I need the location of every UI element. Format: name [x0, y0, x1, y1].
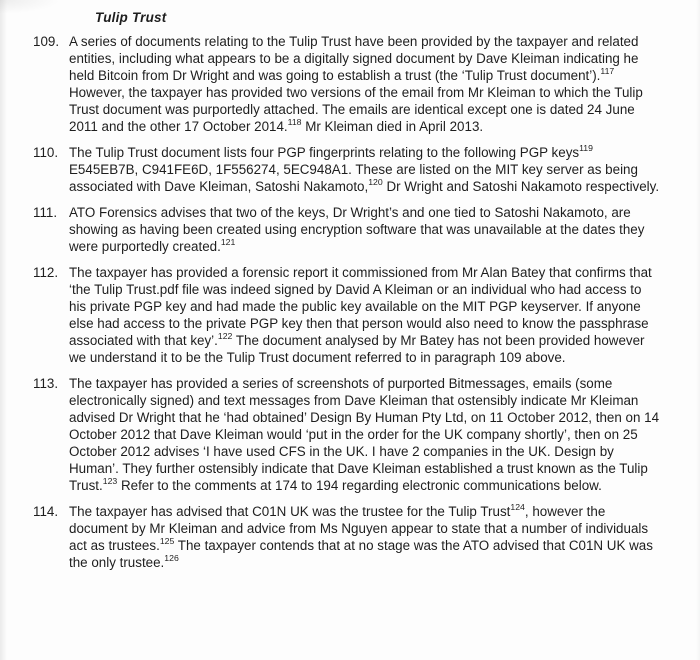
footnote-reference: 123 [102, 475, 118, 486]
paragraph-text: The taxpayer has provided a forensic report it commissioned from Mr Alan Batey that confirms that ‘the Tulip Trust.pdf file was indeed signed by David A Kleiman or an individual who had access to his private PGP key and had made the public key available on the MIT PGP keyserver. If anyone else had access to the private PGP key then that person would also need to know the passphrase associated with that key’.$^{122}$ The document analysed by Mr Batey has not been provided however we understand it to be the Tulip Trust document referred to in paragraph 109 above. [69, 265, 652, 365]
paragraph-text: The Tulip Trust document lists four PGP fingerprints relating to the following PGP keys$^{119}$ E545EB7B, C941FE6D, 1F556274, 5EC948A1. These are listed on the MIT key server as being associated with Dave Kleiman, Satoshi Nakamoto,$^{120}$ Dr Wright and Satoshi Nakamoto respectively. [69, 142, 660, 194]
paragraph-number: 112. [33, 265, 59, 280]
paragraph-number: 113. [33, 376, 59, 391]
footnote-reference: 126 [164, 552, 179, 563]
footnote-reference: 122 [217, 330, 233, 341]
footnote-reference: 119 [579, 142, 593, 153]
paragraph-text: The taxpayer has provided a series of screenshots of purported Bitmessages, emails (some electronically signed) and text messages from Dave Kleiman that ostensibly indicate Mr Kleiman advised Dr Wright that he ‘had obtained’ Design By Human Pty Ltd, on 11 October 2012, then on 14 October 2012 that Dave Kleiman would ‘put in the order for the UK company shortly’, then on 25 October 2012 advises ‘I have used CFS in the UK. I have 2 companies in the UK. Design by Human’. They further ostensibly indicate that Dave Kleiman established a trust known as the Tulip Trust.$^{123}$ Refer to the comments at 174 to 194 regarding electronic communications below. [69, 376, 660, 493]
footnote-reference: 121 [220, 236, 236, 247]
numbered-paragraph [33, 375, 700, 494]
paragraph-number: 109. [33, 34, 60, 49]
section-heading: Tulip Trust [95, 10, 167, 25]
numbered-paragraph [33, 204, 700, 255]
numbered-paragraph [33, 144, 700, 195]
paragraph-text: The taxpayer has advised that C01N UK was the trustee for the Tulip Trust$^{124}$, however the document by Mr Kleiman and advice from Ms Nguyen appear to state that a number of individuals act as trustees.$^{125}$ The taxpayer contends that at no stage was the ATO advised that C01N UK was the only trustee.$^{126}$ [69, 501, 653, 570]
footnote-reference: 124 [510, 501, 525, 512]
footnote-reference: 120 [368, 176, 383, 187]
paragraph-list [0, 33, 700, 571]
paragraph-number: 114. [33, 504, 59, 519]
footnote-reference: 117 [600, 65, 615, 76]
footnote-reference: 118 [287, 116, 302, 127]
footnote-reference: 125 [159, 535, 175, 546]
paragraph-text: A series of documents relating to the Tulip Trust have been provided by the taxpayer and related entities, including what appears to be a digitally signed document by Dave Kleiman indicating he held Bitcoin from Dr Wright and was going to establish a trust (the ‘Tulip Trust document’).$^{117}$ However, the taxpayer has provided two versions of the email from Mr Kleiman to which the Tulip Trust document was purportedly attached. The emails are identical except one is dated 24 June 2011 and the other 17 October 2014.$^{118}$ Mr Kleiman died in April 2013. [69, 34, 643, 134]
paragraph-text: ATO Forensics advises that two of the keys, Dr Wright’s and one tied to Satoshi Nakamoto, are showing as having been created using encryption software that was unavailable at the dates they were purportedly created.$^{121}$ [69, 205, 645, 254]
numbered-paragraph [33, 503, 700, 571]
scan-artifact-smudge [0, 0, 60, 14]
paragraph-number: 110. [33, 145, 59, 160]
numbered-paragraph [33, 264, 700, 366]
paragraph-number: 111. [33, 205, 58, 220]
numbered-paragraph [33, 33, 700, 135]
